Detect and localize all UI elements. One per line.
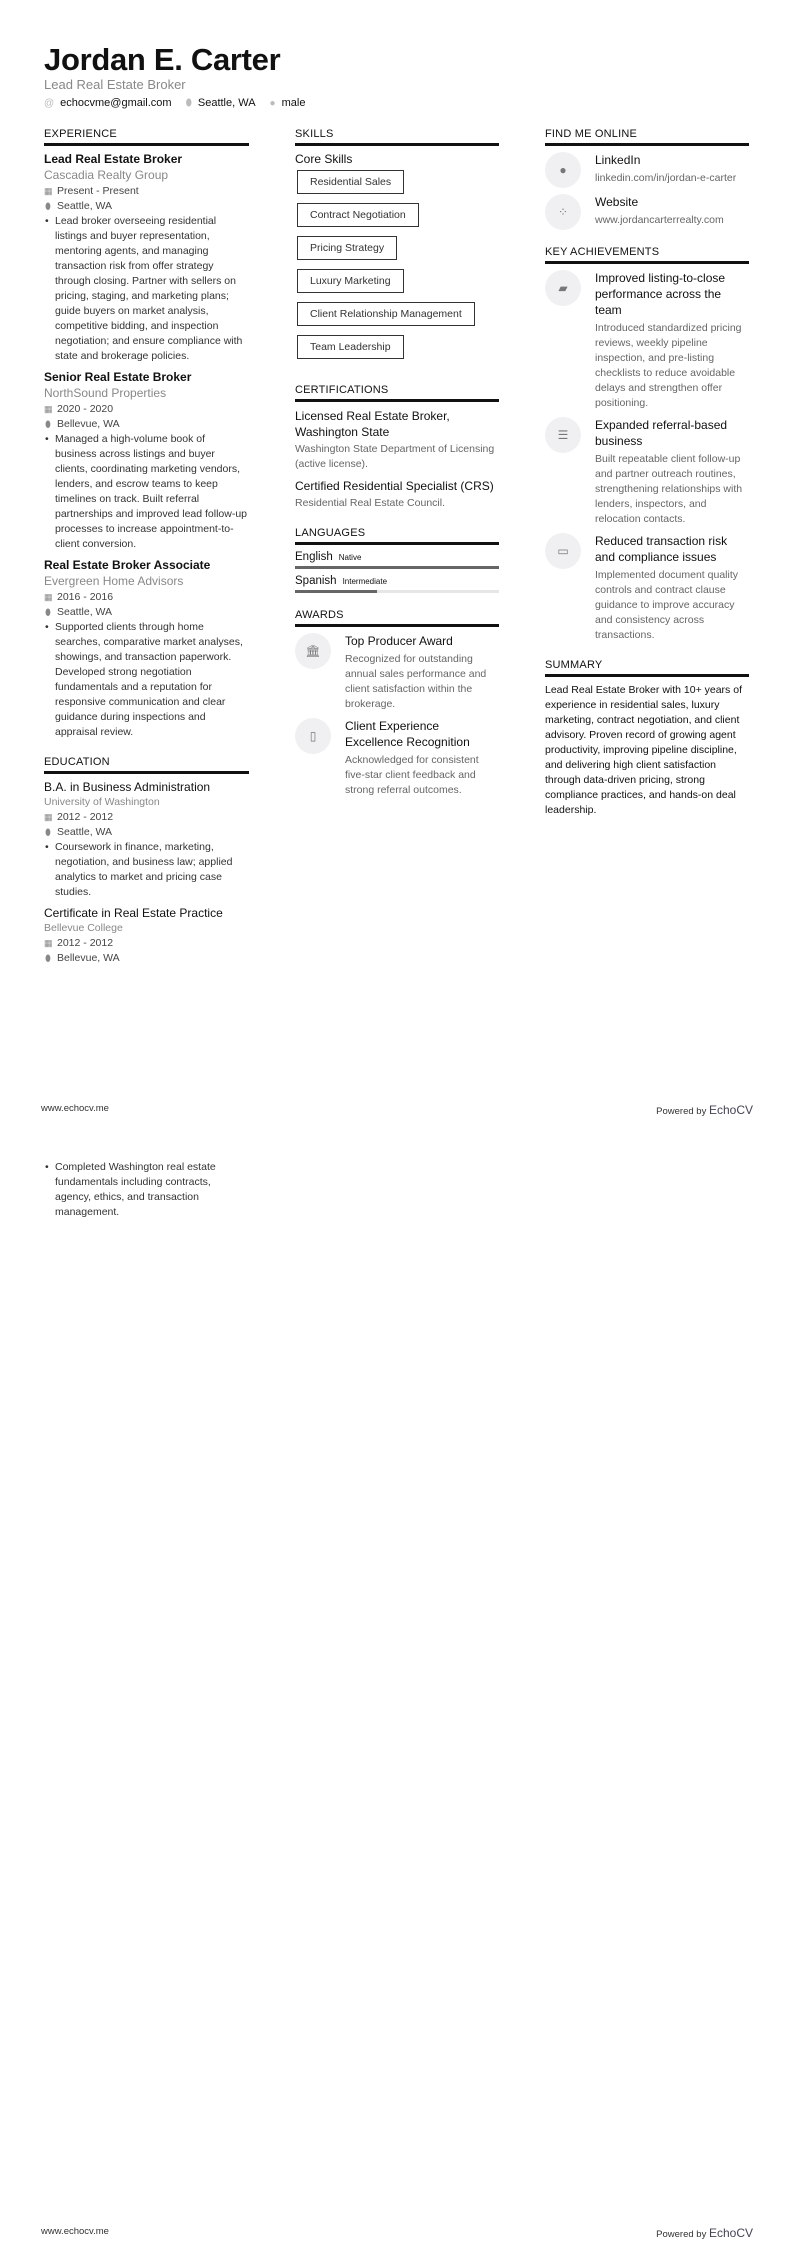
achievement-title: Reduced transaction risk and compliance issues [595,534,728,564]
section-heading: EXPERIENCE [44,128,249,146]
award-desc: Recognized for outstanding annual sales performance and client satisfaction within the brokerage. [345,653,487,710]
skill-tag: Client Relationship Management [297,302,475,326]
powered-by: Powered by EchoCV [656,2226,753,2240]
location-pin-icon: ⬮ [45,607,51,617]
job-location: Bellevue, WA [57,418,120,430]
section-heading: LANGUAGES [295,527,499,545]
job-dates: 2020 - 2020 [57,403,114,415]
skill-tag: Residential Sales [297,170,404,194]
contact-row [44,97,305,109]
online-item[interactable] [545,194,749,230]
education-section [44,756,249,966]
language-name: English [295,551,333,563]
calendar-icon: ▦ [44,812,53,822]
job-dates: Present - Present [57,185,139,197]
education-entry [44,906,249,966]
edu-dates: 2012 - 2012 [57,811,114,823]
job-entry [44,152,249,364]
calendar-icon: ▦ [44,938,53,948]
location: Seattle, WA [197,97,256,109]
edu-dates: 2012 - 2012 [57,937,114,949]
brand-logo[interactable]: EchoCV [708,1103,753,1117]
summary-section [545,659,749,818]
section-heading: CERTIFICATIONS [295,384,499,402]
location-pin-icon: ⬮ [45,953,51,963]
achievement-item [545,533,749,643]
languages-section [295,527,499,593]
summary-text: Lead Real Estate Broker with 10+ years of experience in residential sales, luxury marketing, contract negotiation, and client advisory. Proven record of growing agent productivity, improving pipeline discipline, and delivering high client satisfaction through data-driven pricing, strong compliance practices, and hands-on deal leadership. [545,684,742,816]
edu-location: Seattle, WA [57,826,113,838]
edu-bullet: • Completed Washington real estate fundamentals including contracts, agency, ethics, and transaction management. [44,1160,249,1220]
section-heading: SKILLS [295,128,499,146]
sliders-icon: ☰ [545,417,581,453]
section-heading: AWARDS [295,609,499,627]
job-entry [44,558,249,740]
language-bar [295,590,499,593]
powered-by: Powered by EchoCV [656,1103,753,1117]
location-pin-icon: ⬮ [45,827,51,837]
cert-title: Certified Residential Specialist (CRS) [295,479,494,493]
skill-tag: Pricing Strategy [297,236,397,260]
brand-logo[interactable]: EchoCV [708,2226,753,2240]
toggle-icon: ▭ [545,533,581,569]
calendar-icon: ▦ [44,186,53,196]
cert-desc: Residential Real Estate Council. [295,497,445,509]
school: University of Washington [44,796,160,808]
online-item[interactable] [545,152,749,188]
footer-site-link[interactable]: www.echocv.me [41,2226,109,2237]
experience-section [44,128,249,740]
achievement-desc: Introduced standardized pricing reviews, weekly pipeline inspection, and pre-listing checklists to reduce avoidable delays and strengthen offer positioning. [595,322,742,409]
skill-tag: Contract Negotiation [297,203,419,227]
online-link[interactable]: www.jordancarterrealty.com [595,214,724,226]
middle-column [295,128,499,814]
job-title: Lead Real Estate Broker [44,152,183,166]
online-label: Website [595,195,639,209]
chat-icon: ▰ [545,270,581,306]
language-bar [295,566,499,569]
page-footer [41,2226,753,2240]
gender: male [281,97,306,109]
degree: B.A. in Business Administration [44,780,211,794]
award-title: Top Producer Award [345,634,453,648]
language-level: Intermediate [342,577,388,586]
section-heading: FIND ME ONLINE [545,128,749,146]
achievement-desc: Built repeatable client follow-up and partner outreach routines, strengthening relationships with lenders, inspectors, and relocation contacts. [595,453,743,525]
edu-location: Bellevue, WA [57,952,120,964]
footer-site-link[interactable]: www.echocv.me [41,1103,109,1114]
edu-bullet: • Coursework in finance, marketing, negotiation, and business law; applied analytics to market and pricing case studies. [44,840,249,900]
job-bullet: • Lead broker overseeing residential listings and buyer representation, mentoring agents, and managing transaction risk from offer strategy through closing. Partner with sellers on pricing, staging, and marketing plans; guide buyers on market analysis, competitive bidding, and inspection negotiation; and ensure compliance with state and brokerage policies. [44,214,249,364]
page-footer [41,1103,753,1117]
candidate-title: Lead Real Estate Broker [44,77,186,92]
education-entry [44,780,249,900]
award-title: Client Experience Excellence Recognition [345,719,470,749]
job-bullet: • Managed a high-volume book of business across listings and buyer clients, coordinating marketing vendors, lenders, and escrow teams to keep timelines on track. Built referral partnerships and improved lead follow-up processes to increase appointment-to-client conversion. [44,432,249,552]
awards-section [295,609,499,798]
job-location: Seattle, WA [57,606,113,618]
cert-desc: Washington State Department of Licensing (active license). [295,443,495,470]
skill-tag: Luxury Marketing [297,269,404,293]
section-heading: KEY ACHIEVEMENTS [545,246,749,264]
online-label: LinkedIn [595,153,641,167]
company: Cascadia Realty Group [44,168,169,182]
continued-education [44,1160,249,1226]
linkedin-icon: ● [545,152,581,188]
job-title: Senior Real Estate Broker [44,370,192,384]
achievements-section [545,246,749,643]
job-title: Real Estate Broker Associate [44,558,211,572]
skill-group-title: Core Skills [295,152,353,166]
award-item [295,718,499,798]
job-entry [44,370,249,552]
achievement-item [545,270,749,411]
language-level: Native [338,553,362,562]
section-heading: EDUCATION [44,756,249,774]
language-bar-fill [295,590,377,593]
candidate-name: Jordan E. Carter [44,42,281,77]
achievement-title: Improved listing-to-close performance across the team [595,271,726,317]
company: NorthSound Properties [44,386,167,400]
online-section [545,128,749,230]
award-desc: Acknowledged for consistent five-star client feedback and strong referral outcomes. [345,754,479,796]
cert-title: Licensed Real Estate Broker, Washington State [295,409,450,439]
company: Evergreen Home Advisors [44,574,184,588]
at-icon: @ [44,97,55,109]
school: Bellevue College [44,922,123,934]
left-column [44,128,249,982]
calendar-icon: ▦ [44,592,53,602]
job-location: Seattle, WA [57,200,113,212]
language-name: Spanish [295,575,337,587]
location-pin-icon: ⬮ [185,97,192,109]
section-heading: SUMMARY [545,659,749,677]
award-item [295,633,499,712]
calendar-icon: ▦ [44,404,53,414]
degree: Certificate in Real Estate Practice [44,906,223,920]
achievement-desc: Implemented document quality controls and contract clause guidance to improve accuracy and consistency across transactions. [595,569,738,641]
skills-section [295,128,499,368]
location-pin-icon: ⬮ [45,419,51,429]
person-icon: ● [269,97,276,109]
achievement-item [545,417,749,527]
email[interactable]: echocvme@gmail.com [60,97,172,109]
skill-tag: Team Leadership [297,335,404,359]
bank-icon: 🏛 [295,633,331,669]
job-dates: 2016 - 2016 [57,591,114,603]
location-pin-icon: ⬮ [45,201,51,211]
tablet-icon: ▯ [295,718,331,754]
language-bar-fill [295,566,499,569]
job-bullet: • Supported clients through home searches, comparative market analyses, showings, and transaction paperwork. Developed strong negotiation fundamentals and a reputation for responsive communication and clear guidance during inspections and appraisal review. [44,620,249,740]
website-icon: ⁘ [545,194,581,230]
right-column [545,128,749,834]
achievement-title: Expanded referral-based business [595,418,728,448]
certifications-section [295,384,499,511]
online-link[interactable]: linkedin.com/in/jordan-e-carter [595,172,737,184]
